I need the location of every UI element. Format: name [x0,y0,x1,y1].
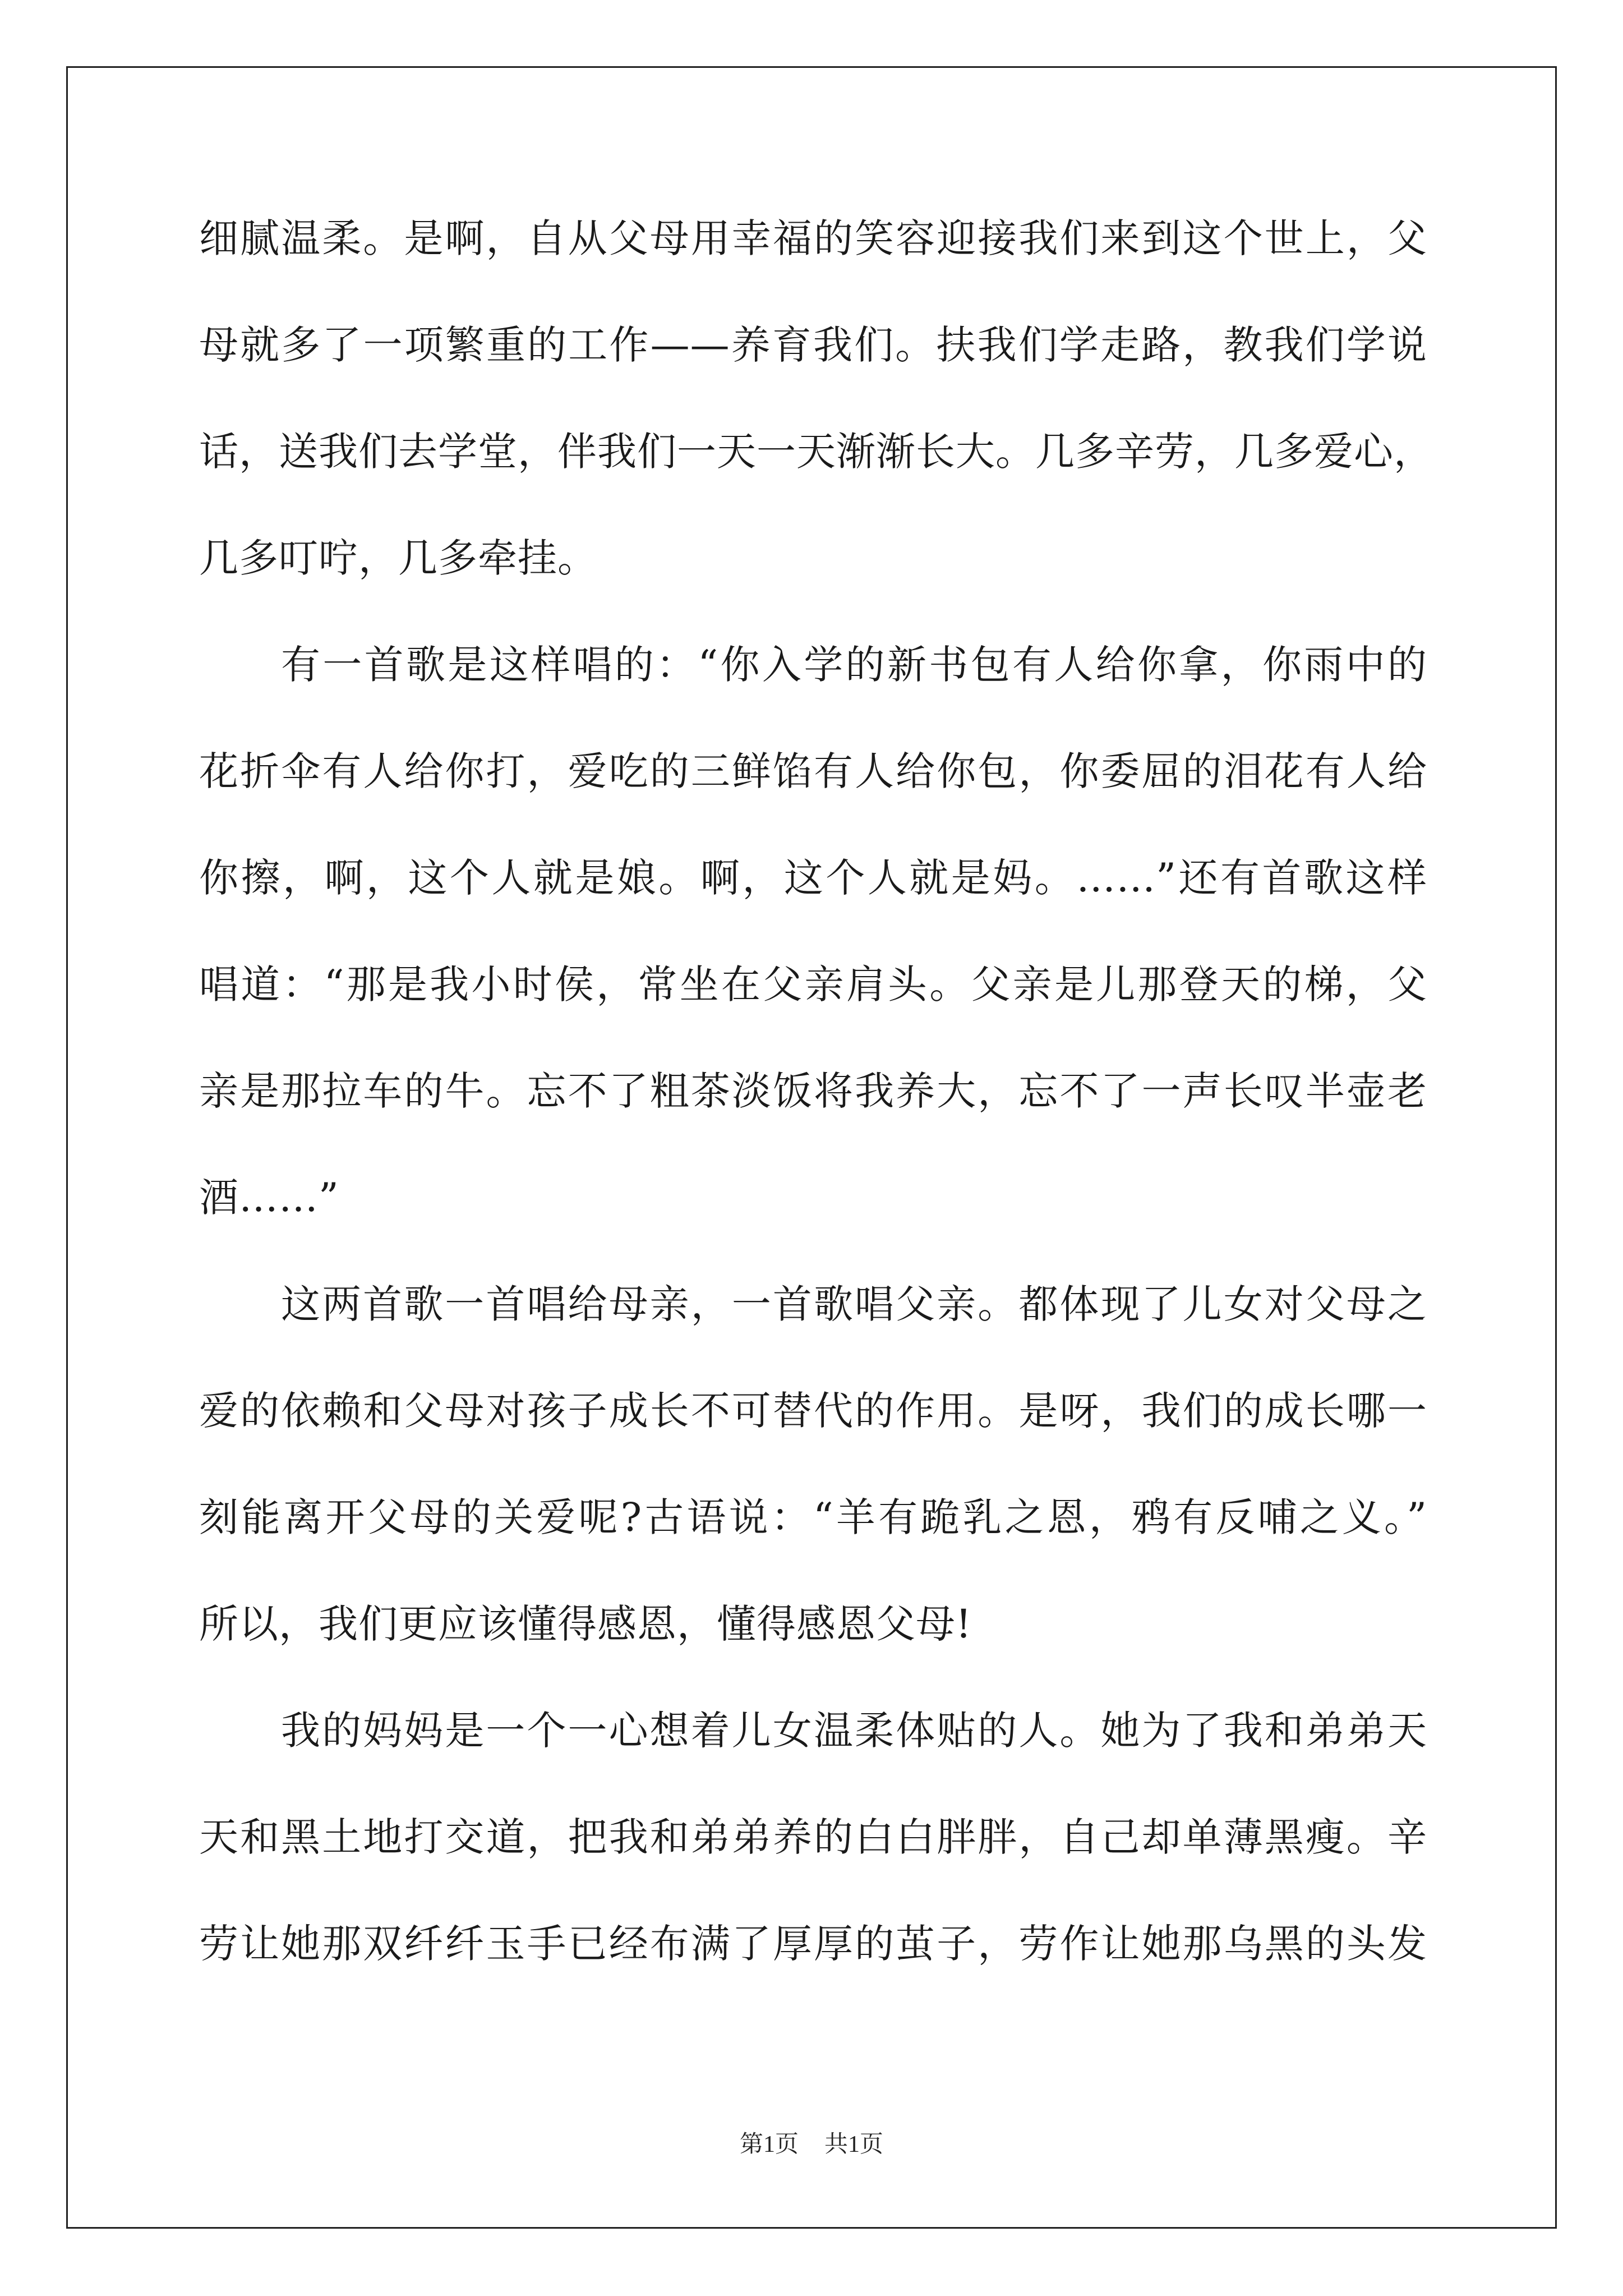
page-number: 第1页 [739,2132,799,2157]
text-line: 我的妈妈是一个一心想着儿女温柔体贴的人。她为了我和弟弟天 [281,1708,1427,1754]
text-line: 亲是那拉车的牛。忘不了粗茶淡饭将我养大，忘不了一声长叹半壶老 [199,1068,1427,1114]
text-line: 劳让她那双纤纤玉手已经布满了厚厚的茧子，劳作让她那乌黑的头发 [199,1921,1427,1967]
text-line: 细腻温柔。是啊，自从父母用幸福的笑容迎接我们来到这个世上，父 [199,215,1427,261]
document-body [199,215,1433,2031]
text-line: 唱道：“那是我小时侯，常坐在父亲肩头。父亲是儿那登天的梯，父 [199,961,1427,1007]
text-line: 所以，我们更应该懂得感恩，懂得感恩父母! [199,1601,972,1647]
text-line: 这两首歌一首唱给母亲，一首歌唱父亲。都体现了儿女对父母之 [281,1281,1427,1327]
text-line: 天和黑土地打交道，把我和弟弟养的白白胖胖，自己却单薄黑瘦。辛 [199,1814,1427,1860]
text-line: 有一首歌是这样唱的：“你入学的新书包有人给你拿，你雨中的 [281,642,1427,688]
text-line: 花折伞有人给你打，爱吃的三鲜馅有人给你包，你委屈的泪花有人给 [199,748,1427,794]
text-line: 几多叮咛，几多牵挂。 [199,535,597,581]
text-line: 话，送我们去学堂，伴我们一天一天渐渐长大。几多辛劳，几多爱心， [199,429,1433,475]
text-line: 你擦，啊，这个人就是娘。啊，这个人就是妈。……”还有首歌这样 [199,855,1427,901]
text-line: 母就多了一项繁重的工作——养育我们。扶我们学走路，教我们学说 [199,322,1427,368]
text-line: 刻能离开父母的关爱呢?古语说：“羊有跪乳之恩，鸦有反哺之义。” [199,1494,1427,1540]
text-line: 酒……” [199,1175,339,1221]
text-line: 爱的依赖和父母对孩子成长不可替代的作用。是呀，我们的成长哪一 [199,1388,1427,1434]
page-total: 共1页 [824,2132,884,2157]
page-footer [0,2133,1623,2156]
